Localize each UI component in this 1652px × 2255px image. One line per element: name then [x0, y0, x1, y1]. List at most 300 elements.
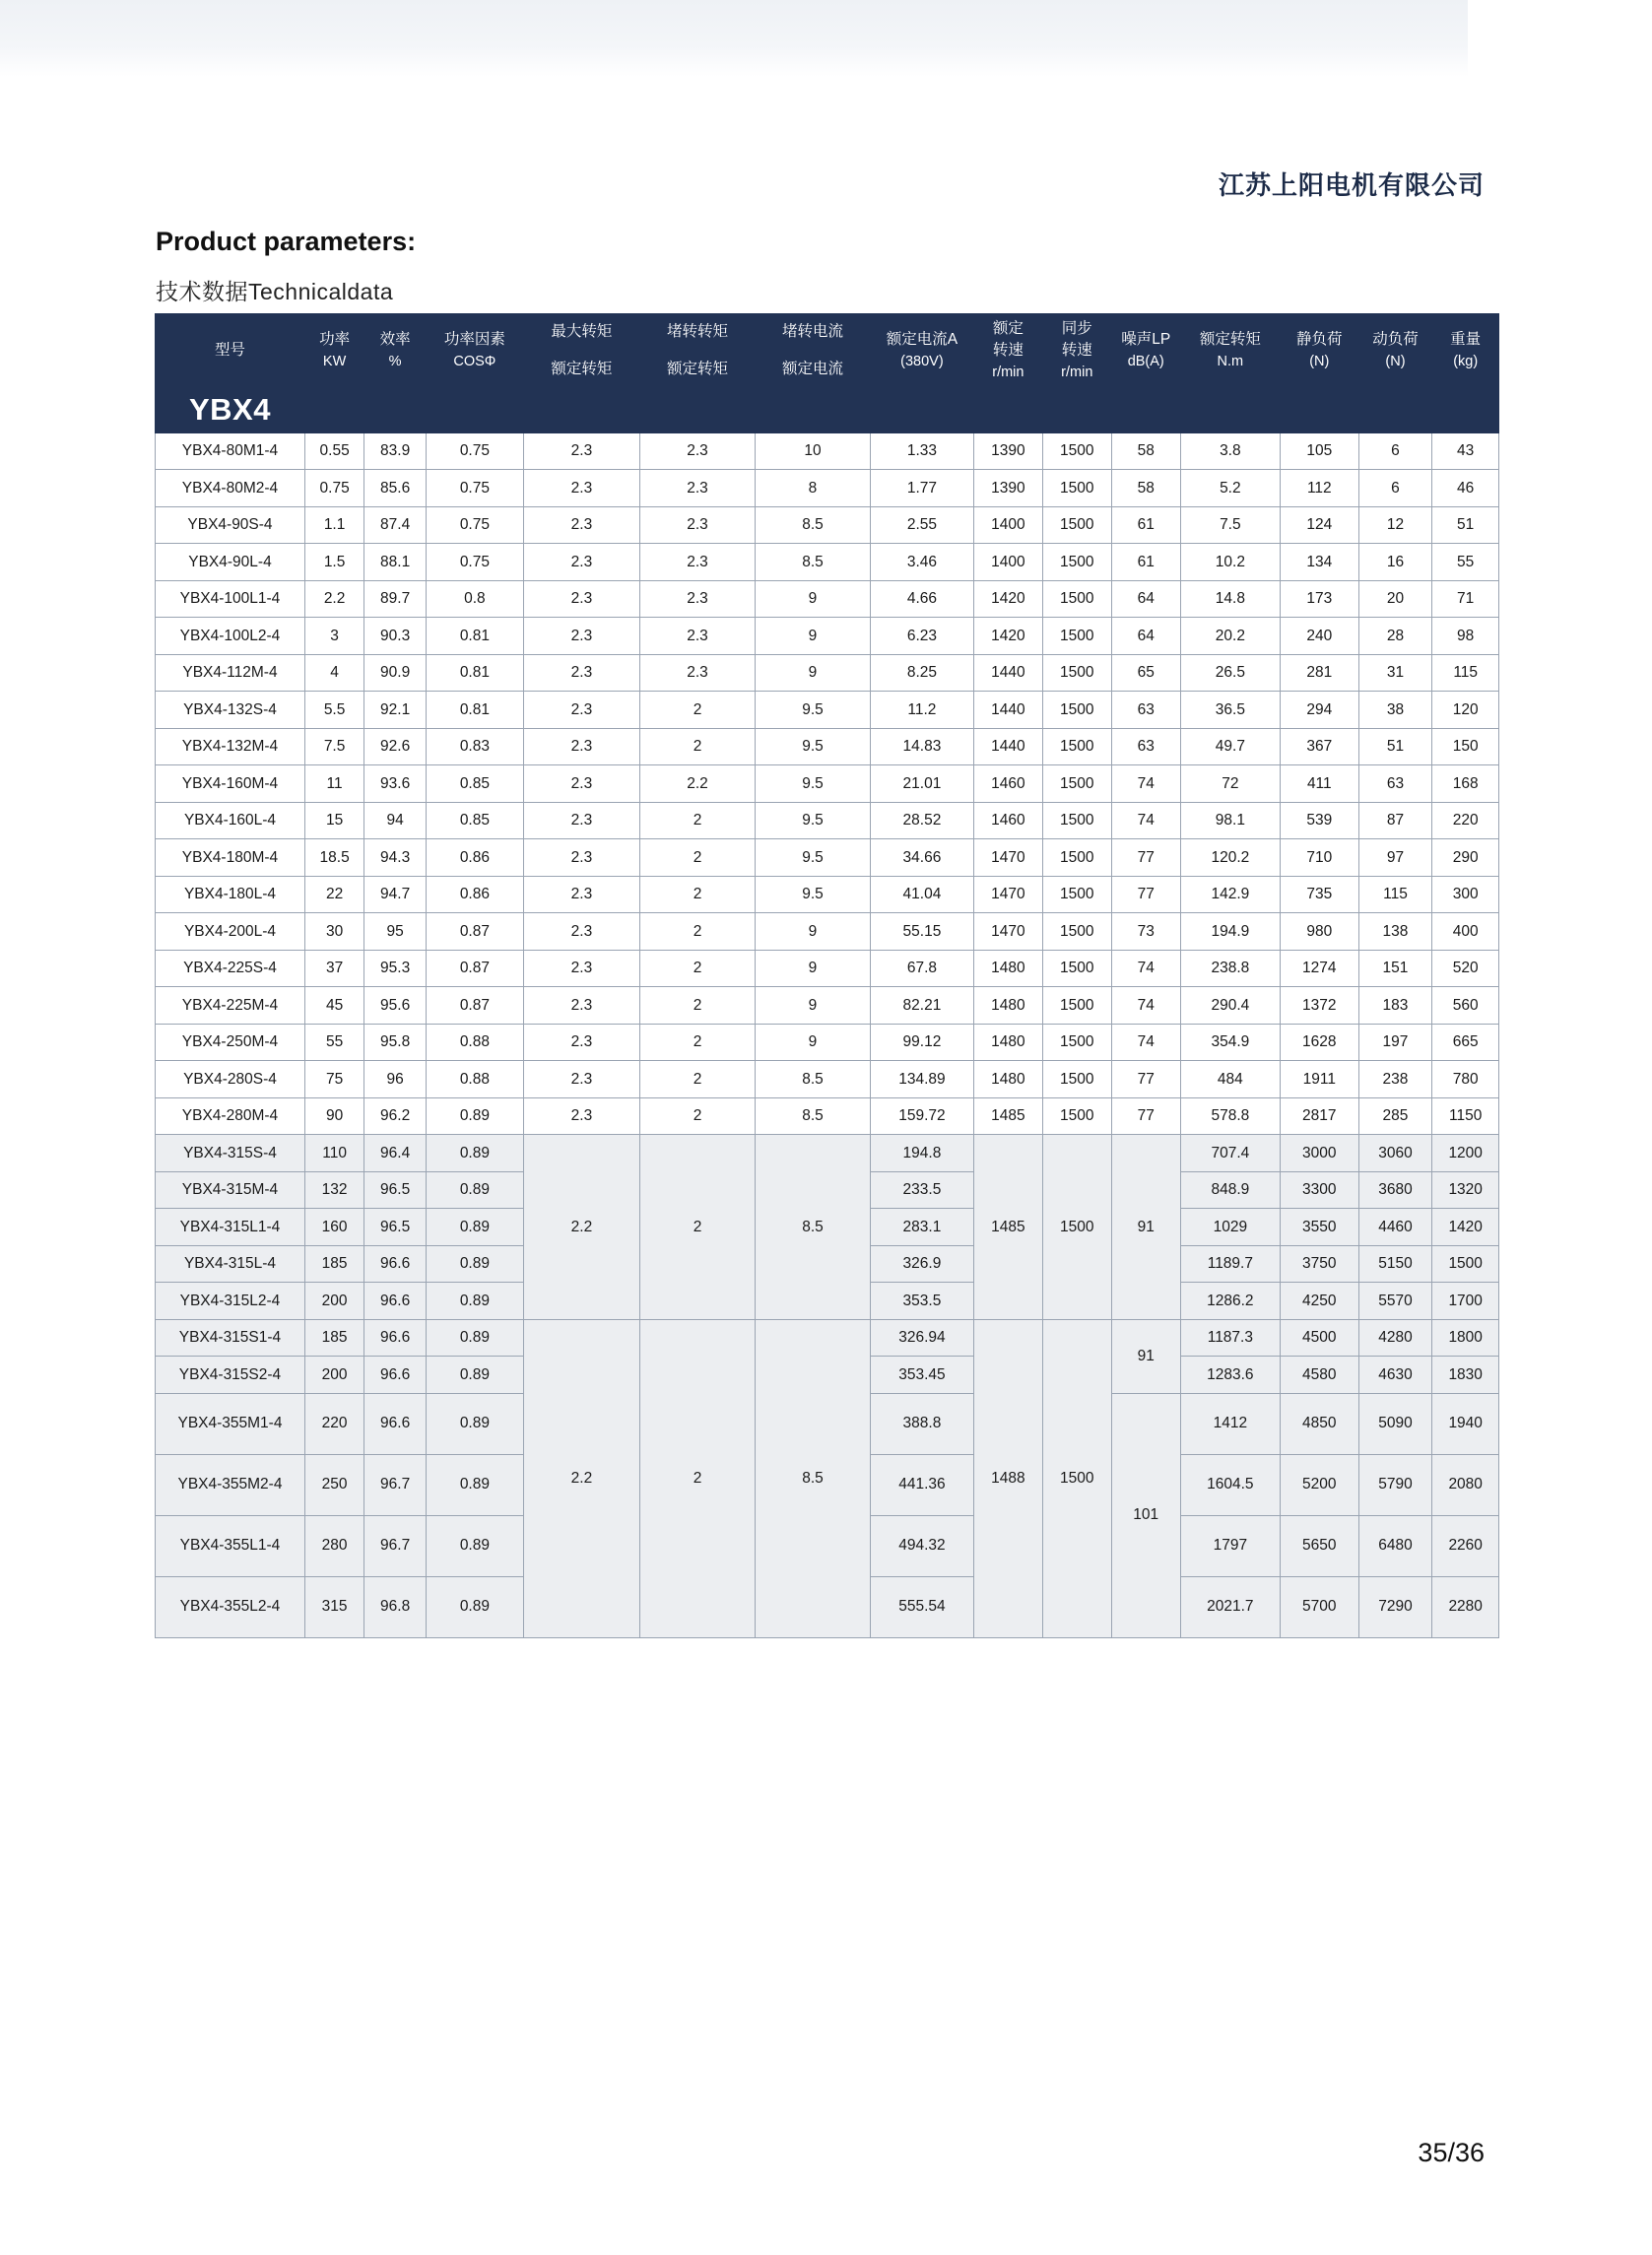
brand-label: YBX4: [156, 388, 305, 433]
cell-locked-torque: 2: [640, 728, 756, 765]
cell-power-factor: 0.89: [426, 1515, 523, 1576]
cell-power: 45: [304, 987, 363, 1025]
cell-sync-speed: 1500: [1042, 876, 1111, 913]
cell-weight: 665: [1432, 1024, 1499, 1061]
cell-dynamic-load: 4460: [1358, 1209, 1432, 1246]
cell-power-factor: 0.89: [426, 1209, 523, 1246]
cell-power: 220: [304, 1393, 363, 1454]
cell-max-torque: 2.3: [523, 1024, 639, 1061]
cell-model: YBX4-315L2-4: [156, 1283, 305, 1320]
cell-dynamic-load: 5570: [1358, 1283, 1432, 1320]
cell-power: 185: [304, 1319, 363, 1357]
cell-rated-speed: 1470: [973, 876, 1042, 913]
table-row: [156, 765, 1499, 803]
cell-power: 37: [304, 950, 363, 987]
page-number: 35/36: [1418, 2138, 1485, 2167]
cell-locked-torque: 2: [640, 950, 756, 987]
cell-dynamic-load: 138: [1358, 913, 1432, 951]
cell-efficiency: 96: [364, 1061, 427, 1098]
cell-dynamic-load: 285: [1358, 1097, 1432, 1135]
table-row: [156, 1135, 1499, 1172]
cell-rated-torque: 238.8: [1180, 950, 1280, 987]
cell-locked-torque: 2.3: [640, 580, 756, 618]
cell-rated-speed: 1470: [973, 913, 1042, 951]
cell-rated-current: 326.94: [870, 1319, 973, 1357]
cell-locked-current: 9.5: [756, 876, 871, 913]
cell-dynamic-load: 5090: [1358, 1393, 1432, 1454]
cell-noise: 64: [1111, 580, 1180, 618]
cell-rated-current: 233.5: [870, 1171, 973, 1209]
cell-model: YBX4-80M1-4: [156, 432, 305, 470]
cell-dynamic-load: 197: [1358, 1024, 1432, 1061]
cell-dynamic-load: 51: [1358, 728, 1432, 765]
cell-locked-current: 9: [756, 618, 871, 655]
cell-dynamic-load: 4280: [1358, 1319, 1432, 1357]
cell-power-factor: 0.75: [426, 432, 523, 470]
cell-weight: 1500: [1432, 1245, 1499, 1283]
cell-static-load: 4580: [1281, 1357, 1359, 1394]
cell-static-load: 980: [1281, 913, 1359, 951]
cell-model: YBX4-280S-4: [156, 1061, 305, 1098]
cell-power: 2.2: [304, 580, 363, 618]
cell-model: YBX4-315L-4: [156, 1245, 305, 1283]
cell-power: 7.5: [304, 728, 363, 765]
cell-locked-torque: 2: [640, 692, 756, 729]
cell-static-load: 134: [1281, 544, 1359, 581]
cell-power-factor: 0.8: [426, 580, 523, 618]
company-name: 江苏上阳电机有限公司: [1218, 170, 1485, 200]
cell-power-factor: 0.86: [426, 876, 523, 913]
cell-efficiency: 96.7: [364, 1515, 427, 1576]
cell-static-load: 367: [1281, 728, 1359, 765]
cell-static-load: 4250: [1281, 1283, 1359, 1320]
cell-locked-torque: 2: [640, 1061, 756, 1098]
cell-static-load: 5200: [1281, 1454, 1359, 1515]
brand-spacer-1: [304, 388, 363, 433]
cell-static-load: 411: [1281, 765, 1359, 803]
cell-dynamic-load: 12: [1358, 506, 1432, 544]
cell-rated-speed: 1480: [973, 950, 1042, 987]
cell-locked-torque: 2: [640, 1135, 756, 1320]
cell-max-torque: 2.2: [523, 1135, 639, 1320]
cell-model: YBX4-112M-4: [156, 654, 305, 692]
cell-max-torque: 2.3: [523, 950, 639, 987]
table-row: [156, 692, 1499, 729]
cell-locked-torque: 2: [640, 1024, 756, 1061]
cell-sync-speed: 1500: [1042, 950, 1111, 987]
cell-efficiency: 95.3: [364, 950, 427, 987]
cell-max-torque: 2.3: [523, 470, 639, 507]
specification-table: [155, 313, 1499, 1638]
cell-rated-torque: 98.1: [1180, 802, 1280, 839]
cell-rated-current: 41.04: [870, 876, 973, 913]
cell-power: 4: [304, 654, 363, 692]
cell-model: YBX4-90S-4: [156, 506, 305, 544]
cell-weight: 2280: [1432, 1576, 1499, 1637]
cell-model: YBX4-315S1-4: [156, 1319, 305, 1357]
cell-rated-torque: 1412: [1180, 1393, 1280, 1454]
cell-weight: 400: [1432, 913, 1499, 951]
cell-power: 200: [304, 1283, 363, 1320]
cell-power-factor: 0.89: [426, 1319, 523, 1357]
header-row-brand: [156, 388, 1499, 433]
cell-model: YBX4-315S-4: [156, 1135, 305, 1172]
cell-locked-current: 8.5: [756, 1135, 871, 1320]
cell-model: YBX4-90L-4: [156, 544, 305, 581]
cell-rated-torque: 3.8: [1180, 432, 1280, 470]
cell-dynamic-load: 151: [1358, 950, 1432, 987]
cell-model: YBX4-225S-4: [156, 950, 305, 987]
cell-rated-current: 555.54: [870, 1576, 973, 1637]
cell-weight: 43: [1432, 432, 1499, 470]
cell-weight: 2080: [1432, 1454, 1499, 1515]
cell-rated-current: 99.12: [870, 1024, 973, 1061]
cell-model: YBX4-225M-4: [156, 987, 305, 1025]
cell-static-load: 5700: [1281, 1576, 1359, 1637]
cell-weight: 290: [1432, 839, 1499, 877]
brand-spacer-11: [1180, 388, 1280, 433]
table-row: [156, 913, 1499, 951]
cell-locked-torque: 2.3: [640, 506, 756, 544]
cell-efficiency: 96.8: [364, 1576, 427, 1637]
cell-power: 5.5: [304, 692, 363, 729]
cell-noise: 77: [1111, 1061, 1180, 1098]
cell-locked-torque: 2.3: [640, 544, 756, 581]
cell-power-factor: 0.81: [426, 692, 523, 729]
cell-noise: 74: [1111, 950, 1180, 987]
brand-spacer-4: [523, 388, 639, 433]
cell-rated-current: 494.32: [870, 1515, 973, 1576]
header-sync-speed: 同步 转速 r/min: [1042, 314, 1111, 388]
cell-rated-speed: 1420: [973, 580, 1042, 618]
cell-sync-speed: 1500: [1042, 470, 1111, 507]
cell-power-factor: 0.89: [426, 1357, 523, 1394]
table-row: [156, 1097, 1499, 1135]
cell-rated-torque: 848.9: [1180, 1171, 1280, 1209]
cell-efficiency: 96.6: [364, 1245, 427, 1283]
cell-max-torque: 2.3: [523, 1061, 639, 1098]
cell-max-torque: 2.3: [523, 580, 639, 618]
cell-weight: 46: [1432, 470, 1499, 507]
cell-max-torque: 2.3: [523, 876, 639, 913]
cell-locked-torque: 2: [640, 913, 756, 951]
cell-power-factor: 0.75: [426, 470, 523, 507]
cell-static-load: 5650: [1281, 1515, 1359, 1576]
cell-power: 110: [304, 1135, 363, 1172]
cell-sync-speed: 1500: [1042, 654, 1111, 692]
cell-rated-current: 194.8: [870, 1135, 973, 1172]
cell-locked-torque: 2.3: [640, 618, 756, 655]
table-row: [156, 654, 1499, 692]
cell-static-load: 1372: [1281, 987, 1359, 1025]
cell-rated-current: 159.72: [870, 1097, 973, 1135]
cell-locked-current: 9.5: [756, 765, 871, 803]
cell-efficiency: 96.5: [364, 1171, 427, 1209]
cell-noise: 74: [1111, 765, 1180, 803]
cell-rated-current: 2.55: [870, 506, 973, 544]
cell-static-load: 735: [1281, 876, 1359, 913]
cell-power-factor: 0.89: [426, 1245, 523, 1283]
cell-max-torque: 2.3: [523, 618, 639, 655]
cell-max-torque: 2.3: [523, 506, 639, 544]
cell-model: YBX4-180M-4: [156, 839, 305, 877]
cell-rated-speed: 1440: [973, 654, 1042, 692]
cell-locked-torque: 2: [640, 839, 756, 877]
cell-sync-speed: 1500: [1042, 1024, 1111, 1061]
cell-rated-torque: 2021.7: [1180, 1576, 1280, 1637]
cell-efficiency: 92.6: [364, 728, 427, 765]
table-row: [156, 1024, 1499, 1061]
cell-efficiency: 90.3: [364, 618, 427, 655]
cell-model: YBX4-315M-4: [156, 1171, 305, 1209]
cell-max-torque: 2.3: [523, 913, 639, 951]
cell-noise: 58: [1111, 470, 1180, 507]
cell-sync-speed: 1500: [1042, 1061, 1111, 1098]
cell-sync-speed: 1500: [1042, 913, 1111, 951]
cell-model: YBX4-100L1-4: [156, 580, 305, 618]
brand-spacer-10: [1111, 388, 1180, 433]
cell-rated-torque: 290.4: [1180, 987, 1280, 1025]
cell-power: 3: [304, 618, 363, 655]
cell-dynamic-load: 87: [1358, 802, 1432, 839]
cell-efficiency: 96.6: [364, 1357, 427, 1394]
cell-efficiency: 96.5: [364, 1209, 427, 1246]
header-power-factor: 功率因素 COSΦ: [426, 314, 523, 388]
cell-weight: 1420: [1432, 1209, 1499, 1246]
cell-max-torque: 2.3: [523, 987, 639, 1025]
cell-model: YBX4-355L1-4: [156, 1515, 305, 1576]
cell-static-load: 173: [1281, 580, 1359, 618]
cell-rated-speed: 1390: [973, 470, 1042, 507]
cell-noise: 63: [1111, 728, 1180, 765]
cell-dynamic-load: 63: [1358, 765, 1432, 803]
cell-max-torque: 2.3: [523, 839, 639, 877]
cell-noise: 64: [1111, 618, 1180, 655]
table-row: [156, 839, 1499, 877]
cell-rated-current: 441.36: [870, 1454, 973, 1515]
cell-rated-current: 388.8: [870, 1393, 973, 1454]
cell-weight: 1150: [1432, 1097, 1499, 1135]
cell-locked-current: 9: [756, 987, 871, 1025]
header-locked-current: 堵转电流: [756, 314, 871, 352]
cell-efficiency: 95.6: [364, 987, 427, 1025]
header-efficiency: 效率 %: [364, 314, 427, 388]
cell-rated-speed: 1485: [973, 1097, 1042, 1135]
brand-spacer-9: [1042, 388, 1111, 433]
cell-efficiency: 96.4: [364, 1135, 427, 1172]
header-rated-speed: 额定 转速 r/min: [973, 314, 1042, 388]
cell-rated-current: 67.8: [870, 950, 973, 987]
cell-power-factor: 0.89: [426, 1576, 523, 1637]
cell-max-torque: 2.3: [523, 765, 639, 803]
header-rated-torque: 额定转矩 N.m: [1180, 314, 1280, 388]
cell-power: 1.5: [304, 544, 363, 581]
cell-model: YBX4-132S-4: [156, 692, 305, 729]
cell-locked-current: 8.5: [756, 1319, 871, 1637]
cell-dynamic-load: 5150: [1358, 1245, 1432, 1283]
cell-rated-speed: 1440: [973, 692, 1042, 729]
cell-model: YBX4-160L-4: [156, 802, 305, 839]
cell-power-factor: 0.75: [426, 544, 523, 581]
cell-dynamic-load: 3680: [1358, 1171, 1432, 1209]
page-top-band: [0, 0, 1468, 77]
cell-static-load: 105: [1281, 432, 1359, 470]
cell-rated-speed: 1460: [973, 765, 1042, 803]
cell-max-torque: 2.3: [523, 432, 639, 470]
cell-dynamic-load: 238: [1358, 1061, 1432, 1098]
cell-power: 200: [304, 1357, 363, 1394]
cell-dynamic-load: 97: [1358, 839, 1432, 877]
cell-efficiency: 89.7: [364, 580, 427, 618]
cell-locked-torque: 2.2: [640, 765, 756, 803]
table-body: [156, 432, 1499, 1637]
brand-spacer-8: [973, 388, 1042, 433]
cell-rated-torque: 1187.3: [1180, 1319, 1280, 1357]
cell-noise: 74: [1111, 987, 1180, 1025]
cell-power: 1.1: [304, 506, 363, 544]
cell-model: YBX4-100L2-4: [156, 618, 305, 655]
table-row: [156, 876, 1499, 913]
header-power: 功率 KW: [304, 314, 363, 388]
cell-sync-speed: 1500: [1042, 618, 1111, 655]
cell-weight: 150: [1432, 728, 1499, 765]
cell-efficiency: 96.6: [364, 1393, 427, 1454]
cell-sync-speed: 1500: [1042, 692, 1111, 729]
cell-weight: 1700: [1432, 1283, 1499, 1320]
cell-rated-current: 28.52: [870, 802, 973, 839]
brand-spacer-14: [1432, 388, 1499, 433]
cell-rated-current: 353.45: [870, 1357, 973, 1394]
cell-noise: 74: [1111, 802, 1180, 839]
cell-rated-torque: 7.5: [1180, 506, 1280, 544]
cell-rated-torque: 1604.5: [1180, 1454, 1280, 1515]
cell-noise: 77: [1111, 839, 1180, 877]
cell-max-torque: 2.3: [523, 544, 639, 581]
cell-efficiency: 94: [364, 802, 427, 839]
cell-dynamic-load: 5790: [1358, 1454, 1432, 1515]
cell-power-factor: 0.85: [426, 765, 523, 803]
cell-static-load: 4500: [1281, 1319, 1359, 1357]
cell-power-factor: 0.85: [426, 802, 523, 839]
cell-efficiency: 96.6: [364, 1283, 427, 1320]
cell-rated-torque: 1797: [1180, 1515, 1280, 1576]
table-row: [156, 544, 1499, 581]
cell-efficiency: 94.3: [364, 839, 427, 877]
cell-power-factor: 0.86: [426, 839, 523, 877]
cell-power: 75: [304, 1061, 363, 1098]
cell-max-torque: 2.3: [523, 728, 639, 765]
cell-power-factor: 0.89: [426, 1393, 523, 1454]
cell-locked-current: 9.5: [756, 728, 871, 765]
section-title-en: Product parameters:: [156, 227, 417, 256]
cell-dynamic-load: 4630: [1358, 1357, 1432, 1394]
cell-model: YBX4-200L-4: [156, 913, 305, 951]
cell-power-factor: 0.89: [426, 1135, 523, 1172]
cell-locked-current: 8: [756, 470, 871, 507]
cell-rated-current: 82.21: [870, 987, 973, 1025]
cell-locked-current: 9.5: [756, 692, 871, 729]
cell-rated-torque: 578.8: [1180, 1097, 1280, 1135]
cell-rated-speed: 1460: [973, 802, 1042, 839]
header-locked-current-ratio: 额定电流: [756, 351, 871, 388]
cell-weight: 220: [1432, 802, 1499, 839]
cell-weight: 2260: [1432, 1515, 1499, 1576]
cell-locked-torque: 2: [640, 876, 756, 913]
cell-sync-speed: 1500: [1042, 765, 1111, 803]
cell-power: 250: [304, 1454, 363, 1515]
cell-noise: 61: [1111, 506, 1180, 544]
cell-power-factor: 0.81: [426, 654, 523, 692]
cell-model: YBX4-280M-4: [156, 1097, 305, 1135]
brand-spacer-3: [426, 388, 523, 433]
cell-static-load: 1628: [1281, 1024, 1359, 1061]
cell-rated-torque: 20.2: [1180, 618, 1280, 655]
cell-static-load: 240: [1281, 618, 1359, 655]
cell-rated-torque: 194.9: [1180, 913, 1280, 951]
cell-power-factor: 0.83: [426, 728, 523, 765]
header-static-load: 静负荷 (N): [1281, 314, 1359, 388]
cell-model: YBX4-315S2-4: [156, 1357, 305, 1394]
cell-rated-current: 4.66: [870, 580, 973, 618]
cell-rated-current: 55.15: [870, 913, 973, 951]
cell-locked-current: 9: [756, 950, 871, 987]
cell-model: YBX4-180L-4: [156, 876, 305, 913]
header-row-top: [156, 314, 1499, 352]
cell-sync-speed: 1500: [1042, 1319, 1111, 1637]
cell-rated-current: 34.66: [870, 839, 973, 877]
cell-weight: 1800: [1432, 1319, 1499, 1357]
cell-sync-speed: 1500: [1042, 987, 1111, 1025]
cell-static-load: 710: [1281, 839, 1359, 877]
cell-rated-current: 1.77: [870, 470, 973, 507]
cell-model: YBX4-160M-4: [156, 765, 305, 803]
cell-power: 280: [304, 1515, 363, 1576]
brand-spacer-2: [364, 388, 427, 433]
cell-locked-current: 9: [756, 654, 871, 692]
header-noise: 噪声LP dB(A): [1111, 314, 1180, 388]
cell-noise: 73: [1111, 913, 1180, 951]
cell-efficiency: 92.1: [364, 692, 427, 729]
table-row: [156, 1061, 1499, 1098]
cell-locked-torque: 2.3: [640, 470, 756, 507]
cell-efficiency: 96.7: [364, 1454, 427, 1515]
cell-locked-current: 8.5: [756, 1061, 871, 1098]
brand-spacer-12: [1281, 388, 1359, 433]
cell-rated-current: 353.5: [870, 1283, 973, 1320]
cell-dynamic-load: 31: [1358, 654, 1432, 692]
cell-model: YBX4-355M2-4: [156, 1454, 305, 1515]
cell-weight: 1940: [1432, 1393, 1499, 1454]
cell-power: 15: [304, 802, 363, 839]
cell-model: YBX4-355M1-4: [156, 1393, 305, 1454]
cell-efficiency: 94.7: [364, 876, 427, 913]
cell-static-load: 1274: [1281, 950, 1359, 987]
cell-rated-current: 14.83: [870, 728, 973, 765]
cell-dynamic-load: 38: [1358, 692, 1432, 729]
cell-static-load: 3000: [1281, 1135, 1359, 1172]
header-weight: 重量 (kg): [1432, 314, 1499, 388]
cell-sync-speed: 1500: [1042, 1135, 1111, 1320]
cell-sync-speed: 1500: [1042, 839, 1111, 877]
cell-dynamic-load: 183: [1358, 987, 1432, 1025]
cell-model: YBX4-355L2-4: [156, 1576, 305, 1637]
cell-locked-current: 8.5: [756, 1097, 871, 1135]
cell-power: 132: [304, 1171, 363, 1209]
header-max-torque: 最大转矩: [523, 314, 639, 352]
cell-rated-torque: 1029: [1180, 1209, 1280, 1246]
cell-noise: 77: [1111, 1097, 1180, 1135]
cell-weight: 520: [1432, 950, 1499, 987]
